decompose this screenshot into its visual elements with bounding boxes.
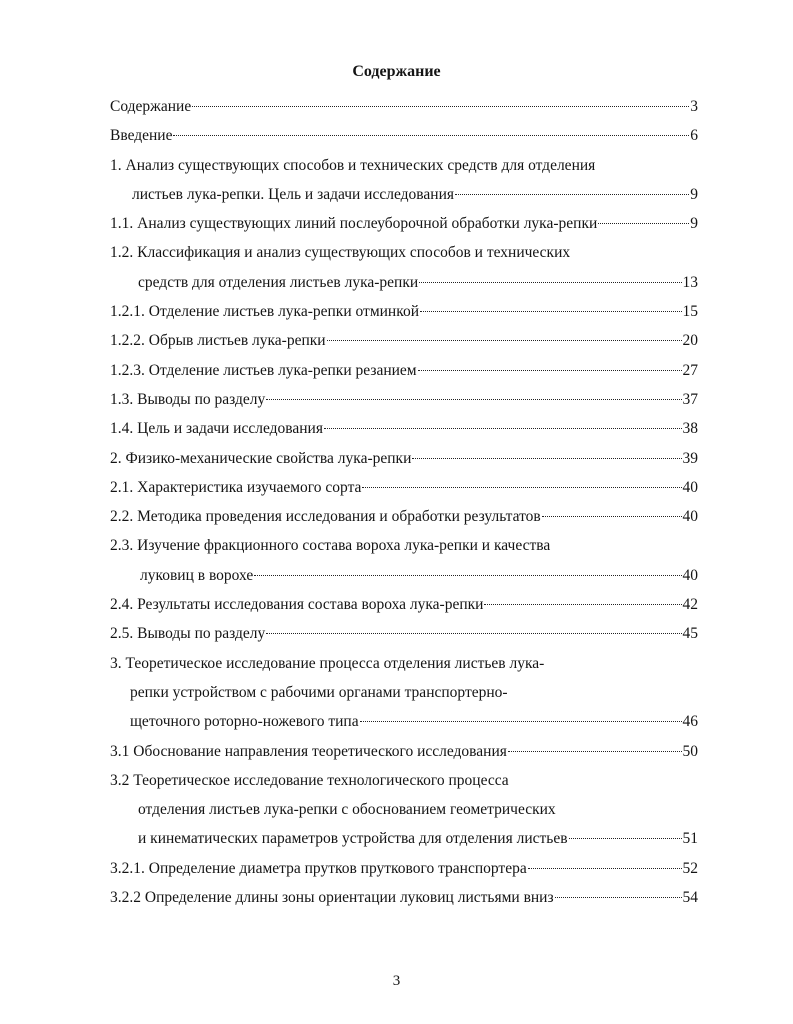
toc-entry [110,649,698,737]
dot-leader [266,633,681,634]
toc-entry-page: 46 [682,713,698,731]
toc-entry-title: 2.3. Изучение фракционного состава вороха лука-репки и качества [110,537,551,555]
dot-leader [484,604,681,605]
toc-entry-title: и кинематических параметров устройства для отделения листьев [138,830,568,848]
dot-leader [266,399,681,400]
toc-entry-title: средств для отделения листьев лука-репки [138,273,419,291]
toc-entry [110,151,698,210]
toc-entry [110,531,698,590]
toc-entry-page: 45 [682,625,698,643]
dot-leader [420,311,681,312]
toc-entry-title: 3.1 Обоснование направления теоретического исследования [110,742,507,760]
toc-entry-page: 40 [682,566,698,584]
toc-entry-title: 1.1. Анализ существующих линий послеуборочной обработки лука-репки [110,215,598,233]
toc-entry-title: листьев лука-репки. Цель и задачи исследования [132,185,454,203]
toc-entry-page: 9 [690,185,698,203]
dot-leader [360,721,682,722]
toc-entry [110,414,698,443]
toc-entry-page: 20 [682,332,698,350]
dot-leader [419,282,681,283]
toc-entry-title: отделения листьев лука-репки с обоснованием геометрических [138,801,556,819]
toc-entry [110,854,698,883]
toc-entry-title: Содержание [110,98,192,115]
toc-entry-title: 1.4. Цель и задачи исследования [110,420,323,438]
toc-entry-page: 3 [690,98,698,115]
toc-entry-page: 51 [682,830,698,848]
dot-leader [254,575,681,576]
page-title: Содержание [352,63,441,80]
toc-entry-title: 2.4. Результаты исследования состава вороха лука-репки [110,596,484,614]
toc-entry-title: 3.2.2 Определение длины зоны ориентации луковиц листьями вниз [110,889,554,907]
dot-leader [327,340,682,341]
toc-entry-title: 1.2. Классификация и анализ существующих способов и технических [110,244,571,262]
toc-entry-page: 39 [682,449,698,467]
toc-entry [110,590,698,619]
toc-entry-page: 54 [682,889,698,907]
toc-entry-title: 3.2.1. Определение диаметра прутков пруткового транспортера [110,859,527,877]
dot-leader [362,487,681,488]
toc-entry-page: 42 [682,596,698,614]
toc-entry-title: 1. Анализ существующих способов и технических средств для отделения [110,156,596,174]
toc-entry-page: 13 [682,273,698,291]
toc-entry-page: 9 [690,215,698,233]
toc-entry-title: 2.1. Характеристика изучаемого сорта [110,478,362,496]
dot-leader [455,194,689,195]
toc-entry [110,444,698,473]
toc-entry-page: 6 [690,127,698,145]
toc-entry [110,92,698,121]
toc-entry-page: 15 [682,303,698,321]
dot-leader [192,106,689,107]
toc-entry [110,502,698,531]
toc-entry-title: Введение [110,127,173,145]
toc-entry-title: 2.2. Методика проведения исследования и обработки результатов [110,508,541,526]
dot-leader [528,868,682,869]
toc-entry-page: 40 [682,478,698,496]
toc-entry [110,385,698,414]
dot-leader [412,458,681,459]
dot-leader [542,516,682,517]
toc-entry-title: 1.2.3. Отделение листьев лука-репки резанием [110,361,417,379]
dot-leader [508,751,682,752]
toc-entry-title: луковиц в ворохе [140,566,254,584]
toc-entry [110,326,698,355]
toc-entry [110,121,698,150]
toc-entry [110,238,698,297]
toc-entry-title: 2.5. Выводы по разделу [110,625,266,643]
toc-entry-page: 52 [682,859,698,877]
toc-entry-title: 1.3. Выводы по разделу [110,390,266,408]
dot-leader [324,428,682,429]
toc-entry-page: 40 [682,508,698,526]
toc-entry-page: 27 [682,361,698,379]
toc-entry [110,737,698,766]
toc-entry [110,766,698,854]
dot-leader [555,897,682,898]
toc-entry [110,297,698,326]
toc-entry [110,473,698,502]
table-of-contents [110,92,698,912]
toc-entry-title: 1.2.1. Отделение листьев лука-репки отминкой [110,303,420,321]
toc-entry-page: 37 [682,390,698,408]
toc-entry-title: репки устройством с рабочими органами транспортерно- [130,683,508,701]
toc-entry-title: 2. Физико-механические свойства лука-репки [110,449,412,467]
toc-entry-title: 3.2 Теоретическое исследование технологического процесса [110,771,509,789]
toc-entry [110,356,698,385]
toc-entry [110,209,698,238]
page-number: 3 [392,973,401,989]
toc-entry [110,883,698,912]
toc-entry-page: 50 [682,742,698,760]
toc-entry [110,619,698,648]
dot-leader [173,135,689,136]
toc-entry-title: 3. Теоретическое исследование процесса отделения листьев лука- [110,654,545,672]
dot-leader [569,838,682,839]
toc-entry-title: щеточного роторно-ножевого типа [130,713,359,731]
dot-leader [598,223,689,224]
toc-entry-title: 1.2.2. Обрыв листьев лука-репки [110,332,326,350]
dot-leader [418,370,682,371]
toc-entry-page: 38 [682,420,698,438]
